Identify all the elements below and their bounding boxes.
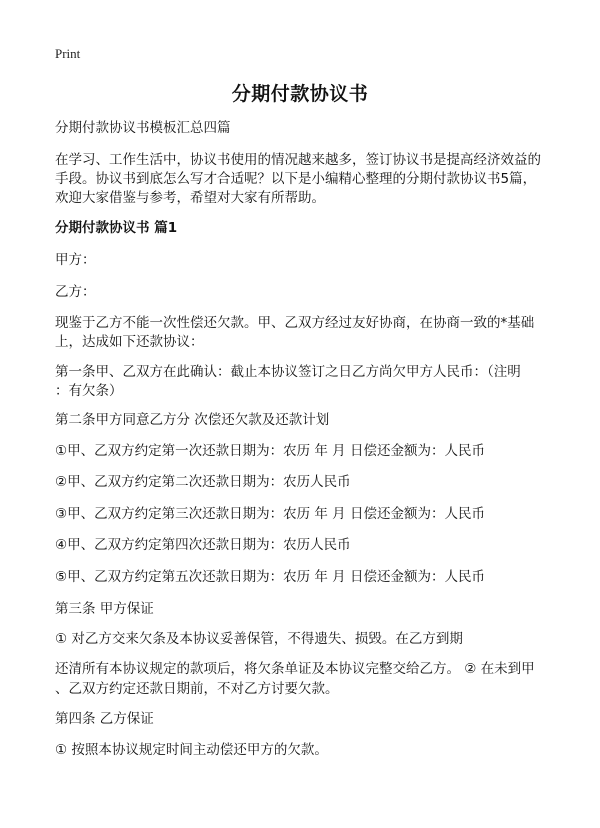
article1-line-2: ：有欠条）: [55, 383, 123, 399]
article3-cont-line-1: 还清所有本协议规定的款项后，将欠条单证及本协议完整交给乙方。 ② 在未到甲: [55, 661, 535, 677]
intro-line-3: 欢迎大家借鉴与参考，希望对大家有所帮助。: [55, 190, 325, 206]
print-link[interactable]: Print: [55, 46, 81, 61]
party-b-label: 乙方：: [55, 284, 96, 300]
preamble-line-1: 现鉴于乙方不能一次性偿还欠款。甲、乙双方经过友好协商，在协商一致的*基础: [55, 315, 535, 331]
article2-heading: 第二条甲方同意乙方分 次偿还欠款及还款计划: [55, 412, 330, 428]
installment-1: ①甲、乙双方约定第一次还款日期为：农历 年 月 日偿还金额为：人民币: [55, 443, 485, 459]
intro-line-2: 手段。协议书到底怎么写才合适呢？以下是小编精心整理的分期付款协议书5篇，: [55, 171, 537, 187]
article4-item-1: ① 按照本协议规定时间主动偿还甲方的欠款。: [55, 742, 328, 758]
installment-4: ④甲、乙双方约定第四次还款日期为：农历人民币: [55, 537, 351, 553]
article3-item-1: ① 对乙方交来欠条及本协议妥善保管，不得遗失、损毁。在乙方到期: [55, 631, 463, 647]
document-subtitle: 分期付款协议书模板汇总四篇: [55, 120, 231, 136]
article3-cont-line-2: 、乙双方约定还款日期前，不对乙方讨要欠款。: [55, 681, 339, 697]
party-a-label: 甲方：: [55, 252, 96, 268]
intro-line-1: 在学习、工作生活中，协议书使用的情况越来越多，签订协议书是提高经济效益的: [55, 152, 541, 168]
section-heading: 分期付款协议书 篇1: [55, 220, 178, 236]
article1-line-1: 第一条甲、乙双方在此确认：截止本协议签订之日乙方尚欠甲方人民币：（注明: [55, 364, 521, 380]
preamble-line-2: 上，达成如下还款协议：: [55, 334, 204, 350]
installment-3: ③甲、乙双方约定第三次还款日期为：农历 年 月 日偿还金额为：人民币: [55, 506, 485, 522]
article3-heading: 第三条 甲方保证: [55, 601, 154, 617]
document-title: 分期付款协议书: [231, 83, 369, 105]
article4-heading: 第四条 乙方保证: [55, 711, 154, 727]
installment-2: ②甲、乙双方约定第二次还款日期为：农历人民币: [55, 474, 351, 490]
installment-5: ⑤甲、乙双方约定第五次还款日期为：农历 年 月 日偿还金额为：人民币: [55, 569, 485, 585]
